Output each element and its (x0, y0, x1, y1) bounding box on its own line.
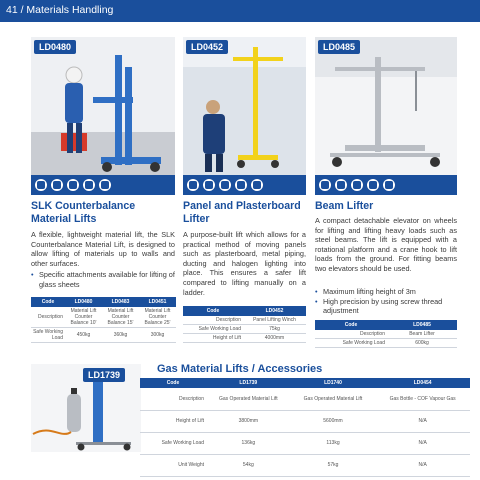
product-photo-ld0480 (31, 37, 175, 175)
product-code-badge: LD1739 (83, 368, 125, 382)
product-description: A purpose-built lift which allows for a practical method of moving panels such as plasterboard, metal piping, ducting and halogen lighting into place. This ensures a safer lift compared to lifting manually on a ladder. (183, 230, 306, 297)
spec-table-gas-lifts (140, 378, 470, 477)
table-cell: Description (31, 307, 65, 328)
table-cell: Gas Bottle - COF Vapour Gas (375, 388, 470, 410)
ear-defenders-icon (366, 178, 380, 192)
table-header: LD0451 (139, 297, 176, 307)
material-lift-illustration (31, 37, 175, 175)
table-header: LD1740 (291, 378, 376, 388)
table-cell: 113kg (291, 432, 376, 454)
ear-defenders-icon (234, 178, 248, 192)
product-code-badge: LD0485 (318, 40, 360, 54)
table-cell: 360kg (102, 328, 139, 343)
table-row (31, 307, 176, 328)
ear-defenders-icon (82, 178, 96, 192)
feature-list (315, 287, 457, 316)
table-cell: Material Lift Counter Balance 15' (102, 307, 139, 328)
product-code-badge: LD0480 (34, 40, 76, 54)
goggles-icon (334, 178, 348, 192)
table-row (140, 454, 470, 476)
table-header: LD0452 (243, 306, 306, 316)
table-row (31, 328, 176, 343)
page-header-title: 41 / Materials Handling (6, 4, 114, 16)
product-title: Beam Lifter (315, 200, 374, 212)
table-header: LD0483 (102, 297, 139, 307)
table-cell: 600kg (387, 339, 457, 348)
feature-item: • Maximum lifting height of 3m (315, 287, 457, 297)
table-header: Code (315, 320, 387, 330)
table-cell: N/A (375, 454, 470, 476)
table-row (183, 325, 306, 334)
table-cell: Panel Lifting Winch (243, 316, 306, 325)
product-description: A compact detachable elevator on wheels for lifting and lifting heavy loads such as steel beams. The lift is equipped with a rotational platform and a crane hook to lift loads from the ground. For fitting beams two elevators should be used. (315, 216, 457, 273)
product-title: SLK Counterbalance Material Lifts (31, 200, 136, 225)
safety-icon-bar (183, 175, 306, 195)
table-row (183, 316, 306, 325)
spec-table-ld0452 (183, 306, 306, 343)
table-cell: 3800mm (206, 410, 291, 432)
table-header: Code (140, 378, 206, 388)
table-cell: Description (315, 330, 387, 339)
table-cell: Description (140, 388, 206, 410)
table-header: Code (183, 306, 243, 316)
gloves-icon (350, 178, 364, 192)
safety-boots-icon (250, 178, 264, 192)
gloves-icon (66, 178, 80, 192)
table-header: Code (31, 297, 65, 307)
table-cell: 5600mm (291, 410, 376, 432)
table-cell: 450kg (65, 328, 102, 343)
spec-table-ld0480 (31, 297, 176, 343)
table-row (183, 334, 306, 343)
table-cell: Gas Operated Material Lift (291, 388, 376, 410)
table-cell: 136kg (206, 432, 291, 454)
goggles-icon (202, 178, 216, 192)
safety-icon-bar (315, 175, 457, 195)
plasterboard-lifter-illustration (183, 37, 306, 175)
table-header: LD0480 (65, 297, 102, 307)
table-cell: Material Lift Counter Balance 25' (139, 307, 176, 328)
table-cell: Beam Lifter (387, 330, 457, 339)
product-photo-ld0485 (315, 37, 457, 175)
table-cell: N/A (375, 410, 470, 432)
table-cell: Unit Weight (140, 454, 206, 476)
table-cell: Description (183, 316, 243, 325)
table-row (140, 388, 470, 410)
safety-boots-icon (382, 178, 396, 192)
table-cell: 54kg (206, 454, 291, 476)
table-header: LD0485 (387, 320, 457, 330)
table-cell: Height of Lift (140, 410, 206, 432)
table-cell: N/A (375, 432, 470, 454)
product-title: Panel and Plasterboard Lifter (183, 200, 301, 225)
feature-list (31, 270, 175, 289)
beam-lifter-illustration (315, 37, 457, 175)
feature-item: • High precision by using screw thread adjustment (315, 297, 457, 316)
product-photo-ld0452 (183, 37, 306, 175)
section-title: Gas Material Lifts / Accessories (157, 363, 323, 375)
table-cell: Gas Operated Material Lift (206, 388, 291, 410)
product-photo-ld1739 (31, 364, 141, 452)
table-cell: Safe Working Load (183, 325, 243, 334)
table-cell: Height of Lift (183, 334, 243, 343)
gloves-icon (218, 178, 232, 192)
hard-hat-icon (34, 178, 48, 192)
spec-table-ld0485 (315, 320, 457, 348)
table-row (315, 330, 457, 339)
table-row (140, 432, 470, 454)
table-cell: Safe Working Load (140, 432, 206, 454)
table-cell: 4000mm (243, 334, 306, 343)
table-header: LD1739 (206, 378, 291, 388)
hard-hat-icon (186, 178, 200, 192)
table-cell: 300kg (139, 328, 176, 343)
table-cell: Material Lift Counter Balance 10' (65, 307, 102, 328)
product-code-badge: LD0452 (186, 40, 228, 54)
table-cell: 57kg (291, 454, 376, 476)
safety-icon-bar (31, 175, 175, 195)
table-cell: 75kg (243, 325, 306, 334)
goggles-icon (50, 178, 64, 192)
table-row (140, 410, 470, 432)
table-cell: Safe Working Load (31, 328, 65, 343)
table-cell: Safe Working Load (315, 339, 387, 348)
hard-hat-icon (318, 178, 332, 192)
table-row (315, 339, 457, 348)
product-description: A flexible, lightweight material lift, the SLK Counterbalance Material Lift, is designed to allow lifting of materials up to walls and other surfaces. (31, 230, 175, 268)
table-header: LD0454 (375, 378, 470, 388)
feature-item: • Specific attachments available for lifting of glass sheets (31, 270, 175, 289)
safety-boots-icon (98, 178, 112, 192)
